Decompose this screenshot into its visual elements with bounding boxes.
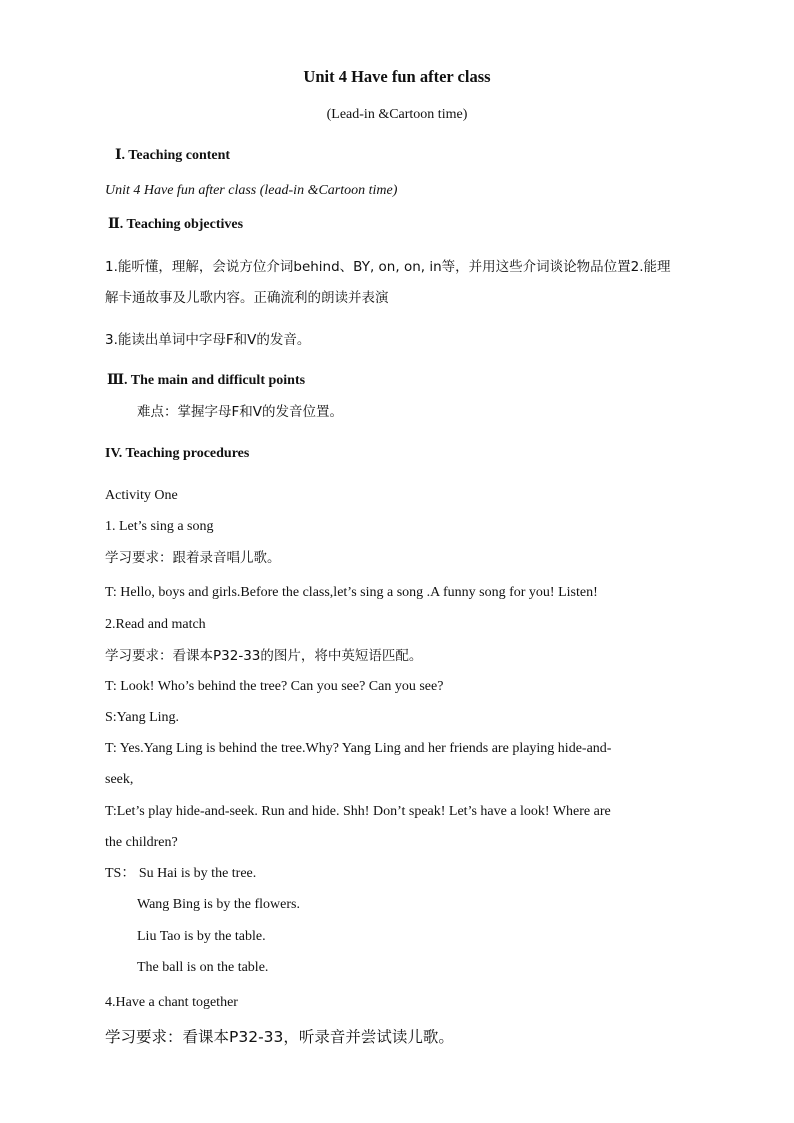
objective-3: 3.能读出单词中字母F和V的发音。 (105, 332, 311, 348)
step-1-heading: 1. Let’s sing a song (105, 519, 214, 534)
objective-1-line-1: 1.能听懂，理解，会说方位介词behind、BY, on, on, in等，并用这些介词谈论物品位置2.能理 (105, 259, 671, 275)
activity-label: Activity One (105, 488, 178, 503)
dialogue-s1: S:Yang Ling. (105, 710, 180, 725)
dialogue-ts-3: Liu Tao is by the table. (137, 929, 266, 944)
page-title: Unit 4 Have fun after class (303, 67, 491, 86)
objective-1-line-2: 解卡通故事及儿歌内容。正确流利的朗读并表演 (105, 290, 389, 306)
teaching-content-text: Unit 4 Have fun after class (lead-in &Cartoon time) (105, 183, 398, 198)
section-heading-main-points: Ⅲ. The main and difficult points (107, 373, 306, 388)
dialogue-ts-2: Wang Bing is by the flowers. (137, 897, 300, 912)
requirement-1: 学习要求：跟着录音唱儿歌。 (105, 550, 281, 566)
requirement-2: 学习要求：看课本P32-33的图片，将中英短语匹配。 (105, 648, 423, 664)
dialogue-t3-line-2: seek, (105, 772, 134, 787)
section-heading-teaching-objectives: Ⅱ. Teaching objectives (108, 217, 244, 232)
section-heading-procedures: IV. Teaching procedures (105, 446, 250, 461)
dialogue-t1: T: Hello, boys and girls.Before the class,let’s sing a song .A funny song for you! Listen! (105, 585, 598, 600)
page-subtitle: (Lead-in &Cartoon time) (326, 107, 468, 122)
dialogue-ts-1: TS： Su Hai is by the tree. (105, 866, 257, 881)
step-2-heading: 2.Read and match (105, 617, 206, 632)
dialogue-t4-line-1: T:Let’s play hide-and-seek. Run and hide. Shh! Don’t speak! Let’s have a look! Where are (105, 804, 611, 819)
difficult-point-text: 难点：掌握字母F和V的发音位置。 (137, 404, 343, 420)
dialogue-ts-4: The ball is on the table. (137, 960, 269, 975)
dialogue-t2: T: Look! Who’s behind the tree? Can you see? Can you see? (105, 679, 444, 694)
dialogue-t4-line-2: the children? (105, 835, 178, 850)
requirement-4: 学习要求：看课本P32-33，听录音并尝试读儿歌。 (105, 1028, 454, 1046)
step-4-heading: 4.Have a chant together (105, 995, 238, 1010)
dialogue-t3-line-1: T: Yes.Yang Ling is behind the tree.Why? Yang Ling and her friends are playing hide-and- (105, 741, 612, 756)
section-heading-teaching-content: Ⅰ. Teaching content (115, 148, 231, 163)
